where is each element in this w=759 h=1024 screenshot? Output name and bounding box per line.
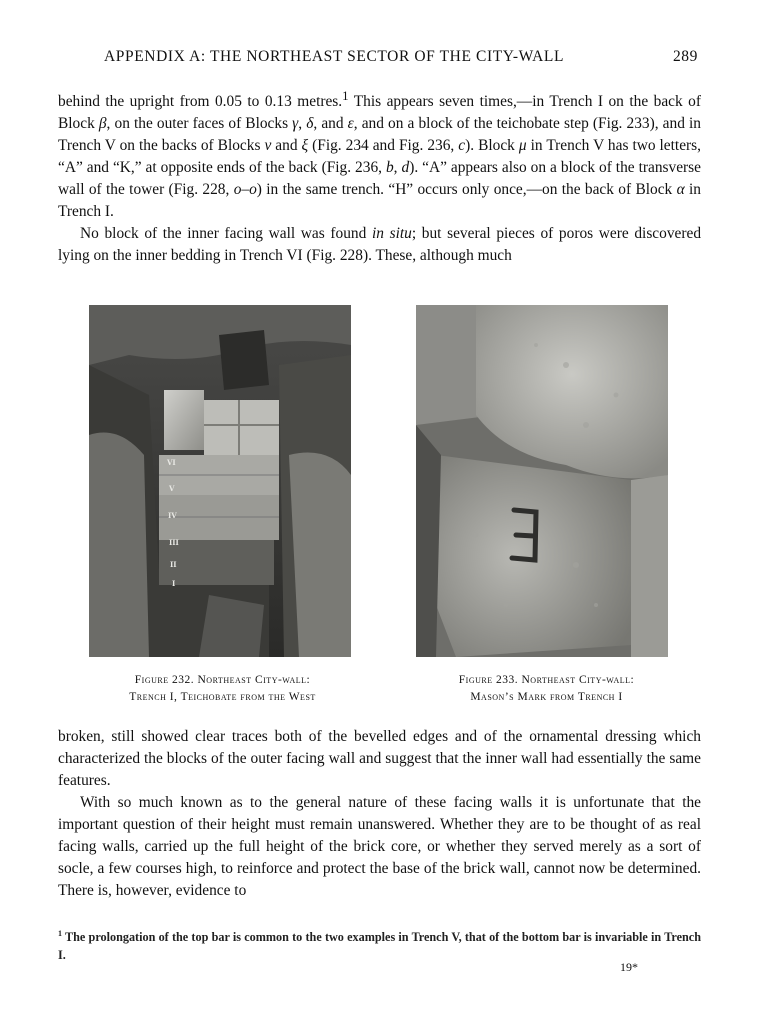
figure-232-caption — [80, 672, 365, 706]
paragraph-continued-broken: broken, still showed clear traces both of the bevelled edges and of the ornamental dressing which characterized the blocks of the outer facing wall and suggest that the inner wall had essentially the same features. — [58, 728, 701, 789]
course-label: V — [169, 484, 175, 493]
course-label: II — [170, 560, 177, 569]
course-label: I — [172, 579, 176, 588]
course-label: IV — [168, 511, 177, 520]
course-label: VI — [167, 458, 176, 467]
footnote — [58, 925, 701, 964]
figure-232-photo — [89, 305, 351, 657]
signature-mark: 19* — [620, 960, 638, 974]
caption-line: Trench I, Teichobate from the West — [129, 691, 316, 703]
caption-line: Figure 233. Northeast City-wall: — [458, 674, 635, 686]
footnote-marker: 1 — [58, 929, 62, 938]
body-text-top — [58, 85, 701, 267]
footnote-text: The prolongation of the top bar is common to the two examples in Trench V, that of the bottom bar is invariable in Trench I. — [58, 930, 701, 963]
course-label: III — [169, 538, 179, 547]
block-photo-illustration — [416, 305, 668, 657]
figure-233-caption — [404, 672, 689, 706]
caption-line: Figure 232. Northeast City-wall: — [134, 674, 311, 686]
paragraph-continued: behind the upright from 0.05 to 0.13 metres.$^1$ This appears seven times,—in Trench I on the back of Block β, on the outer faces of Blocks γ, δ, and ε, and on a block of the teichobate step (Fig. 233), and in Trench V on the backs of Blocks ν and ξ (Fig. 234 and Fig. 236, c). Block μ in Trench V has two letters, “A” and “K,” at opposite ends of the back (Fig. 236, b, d). “A” appears also on a block of the transverse wall of the tower (Fig. 228, o–o) in the same trench. “H” occurs only once,—on the back of Block α in Trench I. — [58, 89, 701, 221]
paragraph-inner-wall: No block of the inner facing wall was found in situ; but several pieces of poros were discovered lying on the inner bedding in Trench VI (Fig. 228). These, although much — [58, 225, 702, 265]
running-title: APPENDIX A: THE NORTHEAST SECTOR OF THE CITY-WALL — [104, 48, 565, 65]
caption-line: Mason’s Mark from Trench I — [470, 691, 623, 703]
trench-photo-illustration — [89, 305, 351, 657]
figure-233-photo — [416, 305, 668, 657]
paragraph-facing-walls: With so much known as to the general nature of these facing walls it is unfortunate that the important question of their height must remain unanswered. Whether they are to be thought of as real facing walls, carried up the full height of the brick core, or whether they served merely as a sort of socle, a few courses high, to reinforce and protect the base of the brick wall, cannot now be determined. There is, however, evidence to — [58, 794, 701, 899]
footnote-ref: 1 — [342, 89, 349, 103]
page-number: 289 — [672, 48, 698, 65]
running-header — [104, 48, 704, 72]
body-text-bottom — [58, 726, 701, 902]
